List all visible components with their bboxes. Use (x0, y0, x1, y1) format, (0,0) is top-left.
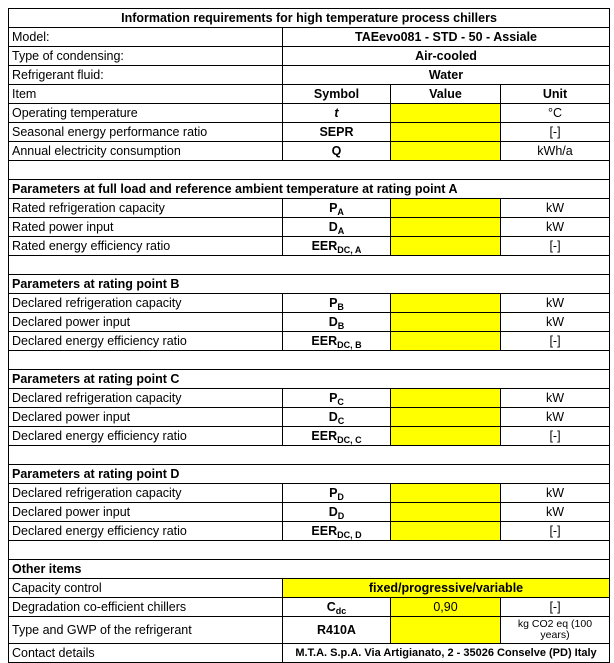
symbol-text: P (329, 390, 338, 405)
title-row (9, 9, 610, 28)
general-row (9, 142, 610, 161)
value-input-cell (391, 199, 501, 218)
symbol-cell (283, 237, 391, 256)
header-unit: Unit (501, 85, 610, 104)
item-label: Rated refrigeration capacity (9, 199, 283, 218)
symbol-cell (283, 522, 391, 541)
symbol-cell (283, 332, 391, 351)
parameter-row (9, 199, 610, 218)
item-label: Type and GWP of the refrigerant (9, 617, 283, 644)
value-input-cell (391, 332, 501, 351)
unit-cell: kW (501, 294, 610, 313)
spacer-row (9, 446, 610, 465)
symbol-cell (283, 389, 391, 408)
symbol-cell (283, 427, 391, 446)
unit-cell: [-] (501, 427, 610, 446)
symbol-subscript: C (337, 396, 344, 407)
spacer-cell (9, 351, 610, 370)
item-label: Annual electricity consumption (9, 142, 283, 161)
condensing-row (9, 47, 610, 66)
item-label: Capacity control (9, 579, 283, 598)
table-title: Information requirements for high temperature process chillers (9, 9, 610, 28)
value-input-cell (391, 427, 501, 446)
symbol-text: EER (311, 523, 338, 538)
unit-cell: [-] (501, 237, 610, 256)
parameter-row (9, 484, 610, 503)
spacer-row (9, 541, 610, 560)
symbol-subscript: A (337, 206, 344, 217)
unit-cell: kWh/a (501, 142, 610, 161)
parameter-row (9, 332, 610, 351)
section-heading: Parameters at full load and reference ambient temperature at rating point A (9, 180, 610, 199)
section-heading-row (9, 370, 610, 389)
symbol-subscript: dc (335, 605, 347, 616)
unit-cell: kW (501, 503, 610, 522)
value-input-cell (391, 503, 501, 522)
spacer-row (9, 256, 610, 275)
symbol-cell (283, 123, 391, 142)
section-heading-row (9, 560, 610, 579)
unit-cell: [-] (501, 123, 610, 142)
parameter-row (9, 522, 610, 541)
item-label: Declared energy efficiency ratio (9, 427, 283, 446)
unit-cell: kW (501, 484, 610, 503)
item-label: Declared refrigeration capacity (9, 484, 283, 503)
symbol-subscript: DC, D (337, 529, 362, 540)
chiller-info-table (8, 8, 610, 663)
unit-cell: kW (501, 313, 610, 332)
symbol-text: Q (331, 143, 342, 158)
parameter-row (9, 503, 610, 522)
symbol-cell (283, 294, 391, 313)
spacer-row (9, 351, 610, 370)
unit-cell: kg CO2 eq (100 years) (501, 617, 610, 644)
symbol-cell (283, 503, 391, 522)
spacer-cell (9, 161, 610, 180)
unit-cell: kW (501, 389, 610, 408)
symbol-cell (283, 408, 391, 427)
symbol-text: SEPR (319, 124, 354, 139)
symbol-subscript: DC, B (337, 339, 362, 350)
unit-cell: °C (501, 104, 610, 123)
symbol-text: P (329, 485, 338, 500)
condensing-label: Type of condensing: (9, 47, 283, 66)
unit-cell: [-] (501, 522, 610, 541)
value-input-cell (391, 389, 501, 408)
unit-cell: kW (501, 199, 610, 218)
header-value: Value (391, 85, 501, 104)
item-label: Operating temperature (9, 104, 283, 123)
header-symbol: Symbol (283, 85, 391, 104)
parameter-row (9, 427, 610, 446)
item-label: Seasonal energy performance ratio (9, 123, 283, 142)
refrigerant-row (9, 617, 610, 644)
value-input-cell (391, 142, 501, 161)
item-label: Declared refrigeration capacity (9, 294, 283, 313)
value-input-cell (391, 522, 501, 541)
parameter-row (9, 389, 610, 408)
value-input-cell (391, 237, 501, 256)
value-input-cell (391, 617, 501, 644)
symbol-cell (283, 199, 391, 218)
capacity-control-row (9, 579, 610, 598)
section-heading: Parameters at rating point C (9, 370, 610, 389)
general-row (9, 123, 610, 142)
value-input-cell (391, 218, 501, 237)
section-heading: Other items (9, 560, 610, 579)
value-input-cell (391, 484, 501, 503)
unit-cell: [-] (501, 332, 610, 351)
parameter-row (9, 313, 610, 332)
symbol-text: EER (311, 238, 338, 253)
symbol-text: P (329, 200, 338, 215)
symbol-text: D (328, 314, 338, 329)
item-label: Declared power input (9, 408, 283, 427)
contact-value: M.T.A. S.p.A. Via Artigianato, 2 - 35026 Conselve (PD) Italy (283, 644, 610, 663)
value-input-cell (391, 294, 501, 313)
unit-cell: [-] (501, 598, 610, 617)
section-heading: Parameters at rating point D (9, 465, 610, 484)
refrigerant-value: R410A (283, 617, 391, 644)
spacer-cell (9, 256, 610, 275)
item-label: Rated energy efficiency ratio (9, 237, 283, 256)
degradation-value: 0,90 (391, 598, 501, 617)
symbol-subscript: D (337, 491, 344, 502)
symbol-text: D (328, 219, 338, 234)
symbol-subscript: A (337, 225, 345, 236)
section-heading-row (9, 180, 610, 199)
general-row (9, 104, 610, 123)
symbol-subscript: B (337, 301, 344, 312)
value-input-cell (391, 408, 501, 427)
fluid-label: Refrigerant fluid: (9, 66, 283, 85)
symbol-cell (283, 218, 391, 237)
model-value: TAEevo081 - STD - 50 - Assiale (283, 28, 610, 47)
symbol-subscript: DC, A (337, 244, 362, 255)
model-row (9, 28, 610, 47)
symbol-subscript: C (337, 415, 345, 426)
fluid-value: Water (283, 66, 610, 85)
contact-row (9, 644, 610, 663)
symbol-text: C (326, 599, 336, 614)
symbol-cell (283, 484, 391, 503)
section-heading: Parameters at rating point B (9, 275, 610, 294)
section-heading-row (9, 275, 610, 294)
fluid-row (9, 66, 610, 85)
symbol-text: P (329, 295, 338, 310)
item-label: Declared energy efficiency ratio (9, 522, 283, 541)
item-label: Declared energy efficiency ratio (9, 332, 283, 351)
degradation-row (9, 598, 610, 617)
symbol-text: D (328, 504, 338, 519)
condensing-value: Air-cooled (283, 47, 610, 66)
symbol-text: t (334, 105, 339, 120)
symbol-text: EER (311, 333, 338, 348)
section-heading-row (9, 465, 610, 484)
spacer-row (9, 161, 610, 180)
symbol-subscript: D (337, 510, 345, 521)
parameter-row (9, 237, 610, 256)
item-label: Declared refrigeration capacity (9, 389, 283, 408)
value-input-cell (391, 123, 501, 142)
item-label: Degradation co-efficient chillers (9, 598, 283, 617)
spacer-cell (9, 446, 610, 465)
symbol-subscript: B (337, 320, 345, 331)
spacer-cell (9, 541, 610, 560)
symbol-cell (283, 313, 391, 332)
value-input-cell (391, 104, 501, 123)
parameter-row (9, 408, 610, 427)
unit-cell: kW (501, 408, 610, 427)
symbol-text: EER (311, 428, 338, 443)
capacity-control-value: fixed/progressive/variable (283, 579, 610, 598)
symbol-text: D (328, 409, 338, 424)
parameter-row (9, 294, 610, 313)
item-label: Rated power input (9, 218, 283, 237)
unit-cell: kW (501, 218, 610, 237)
value-input-cell (391, 313, 501, 332)
symbol-cell (283, 142, 391, 161)
item-label: Declared power input (9, 503, 283, 522)
symbol-cell (283, 104, 391, 123)
item-label: Declared power input (9, 313, 283, 332)
model-label: Model: (9, 28, 283, 47)
header-row (9, 85, 610, 104)
symbol-subscript: DC, C (337, 434, 362, 445)
parameter-row (9, 218, 610, 237)
item-label: Contact details (9, 644, 283, 663)
header-item: Item (9, 85, 283, 104)
symbol-cell (283, 598, 391, 617)
